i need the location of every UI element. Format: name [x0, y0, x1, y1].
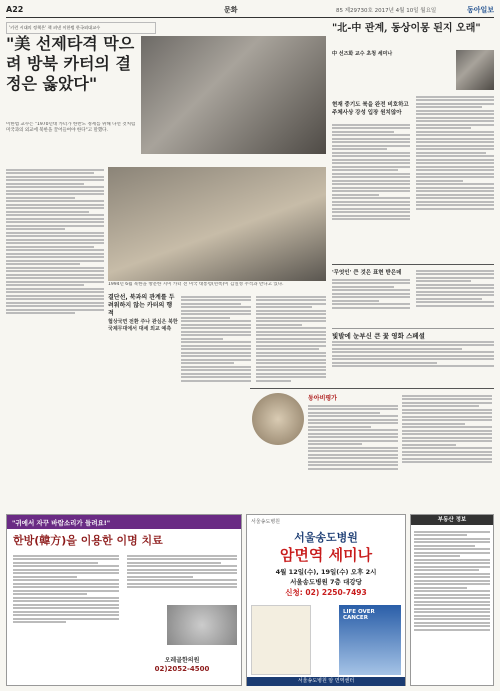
review-heading: 동아비평가: [308, 395, 337, 402]
opinion-title: "北-中 관계, 동상이몽 된지 오래": [332, 23, 481, 34]
column-title: 결단선, 북과의 관계를 두려워하지 않는 카터의 행적: [108, 294, 175, 317]
column-subtitle: 협상국면 전환 주나 관심은 북한 국제무대에서 대세 외교 예측: [108, 319, 178, 332]
body-column-3: [256, 294, 326, 382]
tinnitus-ad: [6, 514, 242, 686]
seminar-ad-phone: 신청: 02) 2250-7493: [285, 588, 367, 597]
book-cover: LIFE OVER CANCER: [339, 605, 401, 675]
review-circle-photo: [252, 393, 304, 445]
classifieds: [410, 514, 494, 686]
photo-caption: 이한범 교수는 "1970년대 카터가 한반도 정세를 위해 나선 것처럼 미국과의 외교에 북한을 끌어들여야 한다"고 말했다.: [6, 122, 136, 133]
side-col-2: [416, 268, 494, 326]
side-articles: [332, 264, 494, 386]
classifieds-body: [414, 529, 490, 683]
seminar-ad-tag: 서울송도병원: [251, 519, 280, 525]
page-header: [6, 4, 494, 18]
section-name: 문화: [224, 6, 238, 14]
photo-caption-2: 1994년 6월 북한을 방문한 지미 카터 전 미국 대통령(왼쪽)이 김일성 주석과 만나고 있다.: [108, 282, 284, 287]
ad-title: 한방(韓方)을 이용한 이명 치료: [13, 534, 163, 547]
seminar-ad-hospital: 서울송도병원: [294, 531, 358, 544]
seminar-ad-date: 4월 12일(수), 19일(수) 오후 2시: [275, 568, 377, 576]
professor-photo: [141, 36, 326, 154]
ad-ear-illustration: [167, 605, 237, 645]
opinion-article: [332, 22, 494, 262]
seminar-ad-title: 암면역 세미나: [279, 546, 373, 564]
seminar-ad-place: 서울송도병원 7층 대강당: [290, 578, 362, 586]
middle-feature-body: [332, 339, 494, 387]
side-headline: '무엇인' 큰 것은 표현 받은데: [332, 270, 402, 276]
review-section: [250, 388, 494, 512]
side-col-1: [332, 277, 410, 325]
opinion-col-1: [332, 122, 410, 262]
interview-kicker: '키런 시대의 정책은' 책 펴낸 이한범 한국외대교수: [6, 22, 156, 34]
body-column-1: [6, 167, 104, 383]
middle-feature-title: 빛발에 눈부신 큰 꽃 영화 스페셜: [332, 328, 494, 340]
newspaper-logo: 동아일보: [466, 6, 494, 14]
classifieds-header: 부동산 정보: [411, 515, 493, 525]
page-number: A22: [6, 5, 24, 14]
issue-date: 85 제29730호 2017년 4월 10일 월요일: [336, 8, 437, 14]
review-col-2: [402, 393, 492, 511]
opinion-subhead: 현재 중기도 북을 완전 비호하고 주체사상 강성 입장 원치않아: [332, 102, 409, 116]
ad-body-left: [13, 553, 119, 683]
review-col-1: [308, 403, 398, 511]
body-column-2: [181, 294, 251, 382]
doctor-photo-area: [251, 605, 311, 675]
ad-clinic-phone: 02)2052-4500: [154, 665, 210, 673]
ad-clinic-name: 오레골한의원: [164, 657, 200, 664]
opinion-col-2: [416, 94, 494, 262]
ad-tagline: "귀에서 자꾸 바람소리가 들려요!": [7, 515, 241, 529]
interview-headline: "美 선제타격 막으려 방북 카터의 결정은 옳았다": [6, 34, 135, 93]
seminar-ad-footer: 서울송도병원 암 면역센터: [247, 677, 405, 686]
seminar-ad: [246, 514, 406, 686]
author-photo: [456, 50, 494, 90]
opinion-byline: 中 선즈화 교수 초청 세미나: [332, 51, 393, 57]
carter-kim-photo: [108, 167, 326, 281]
interview-article: [6, 22, 326, 384]
